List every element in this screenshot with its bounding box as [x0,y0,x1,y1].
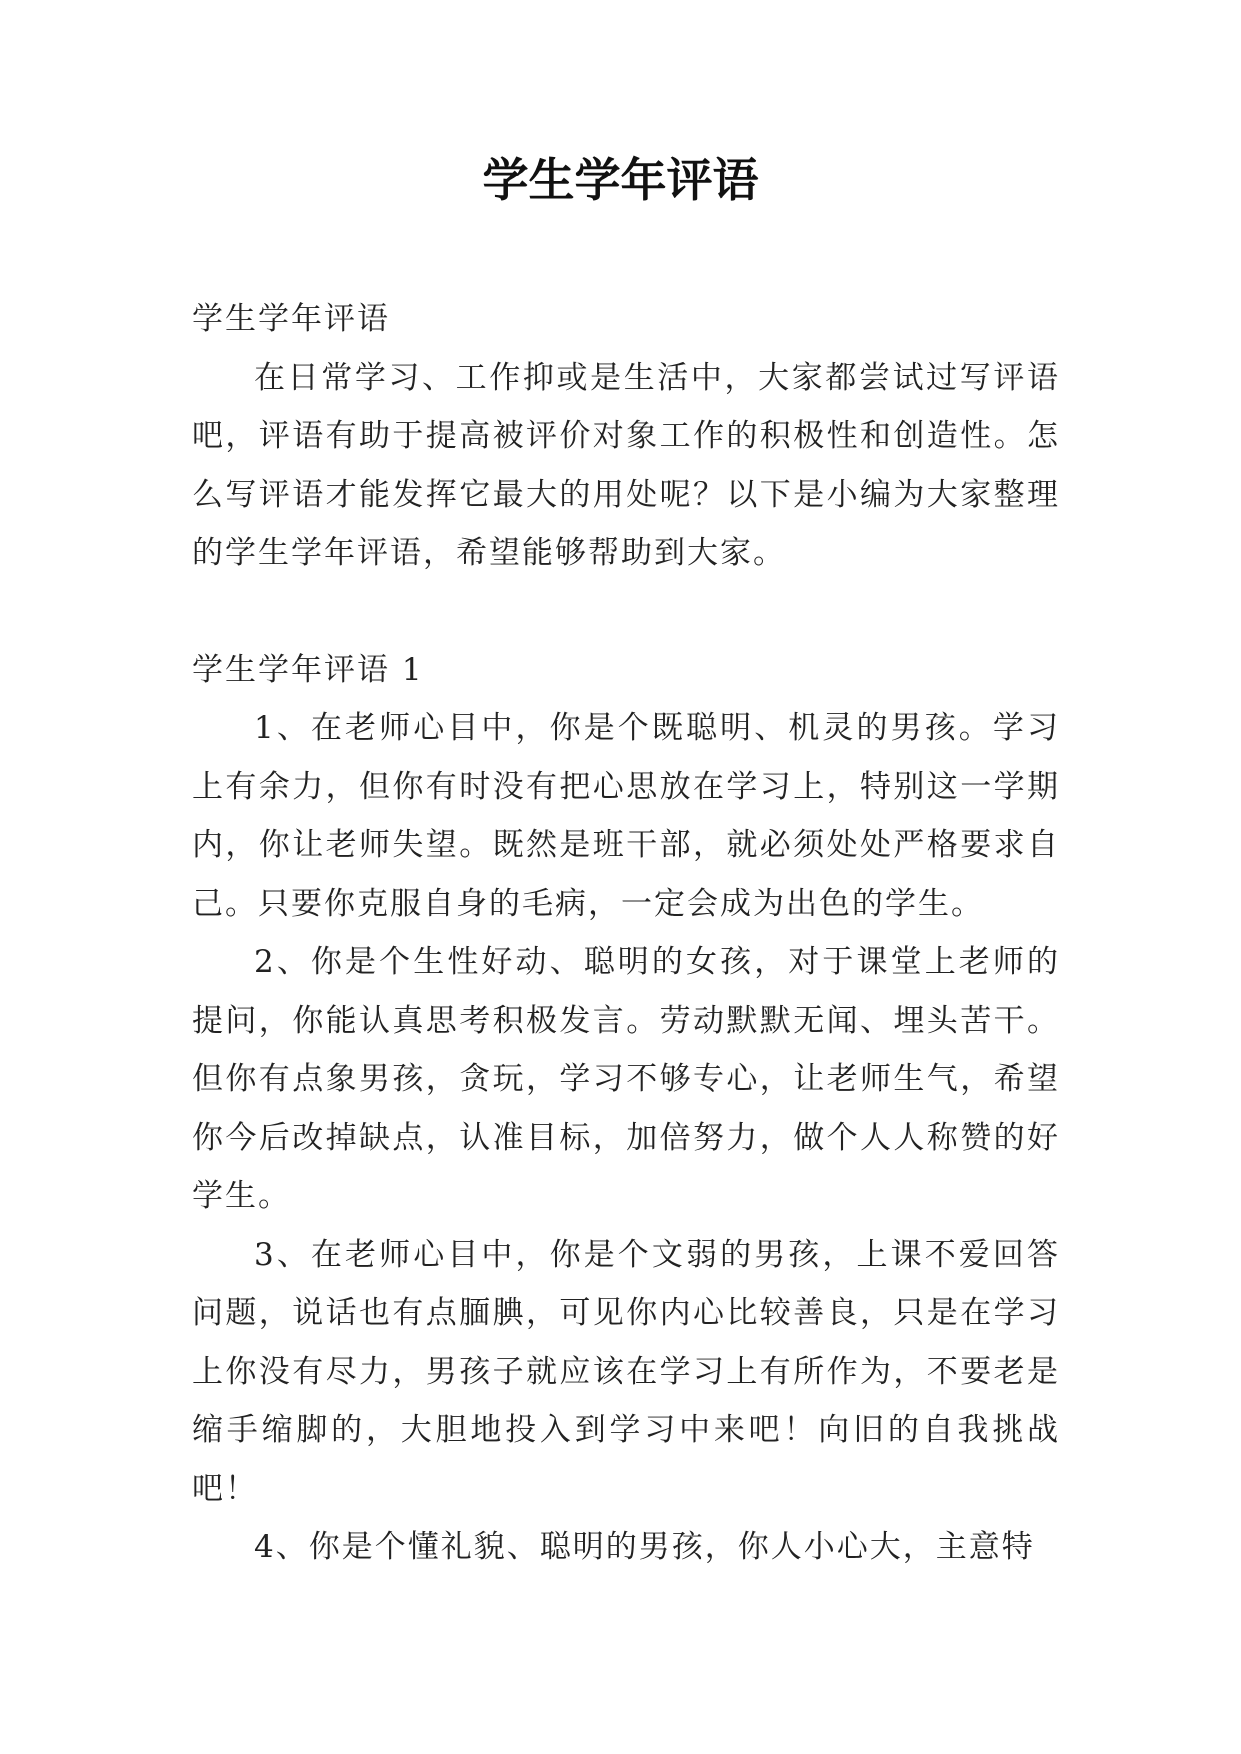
intro-paragraph: 在日常学习、工作抑或是生活中，大家都尝试过写评语吧，评语有助于提高被评价对象工作的积极性和创造性。怎么写评语才能发挥它最大的用处呢？以下是小编为大家整理的学生学年评语，希望能够帮助到大家。 [192,359,1060,571]
document-subtitle: 学生学年评语 [192,301,390,337]
comment-item-4: 4、你是个懂礼貌、聪明的男孩，你人小心大，主意特 [254,1529,1035,1565]
section-heading: 学生学年评语 1 [192,651,424,688]
document-title: 学生学年评语 [482,153,759,207]
document-body [192,290,1060,1577]
comment-item-2: 2、你是个生性好动、聪明的女孩，对于课堂上老师的提问，你能认真思考积极发言。劳动默默无闻、埋头苦干。但你有点象男孩，贪玩，学习不够专心，让老师生气，希望你今后改掉缺点，认准目标，加倍努力，做个人人称赞的好学生。 [192,944,1060,1214]
comment-item-3: 3、在老师心目中，你是个文弱的男孩，上课不爱回答问题，说话也有点腼腆，可见你内心比较善良，只是在学习上你没有尽力，男孩子就应该在学习上有所作为，不要老是缩手缩脚的，大胆地投入到学习中来吧！向旧的自我挑战吧！ [192,1236,1060,1507]
section-spacer [192,583,1060,641]
comment-item-1: 1、在老师心目中，你是个既聪明、机灵的男孩。学习上有余力，但你有时没有把心思放在学习上，特别这一学期内，你让老师失望。既然是班干部，就必须处处严格要求自己。只要你克服自身的毛病，一定会成为出色的学生。 [192,710,1060,922]
